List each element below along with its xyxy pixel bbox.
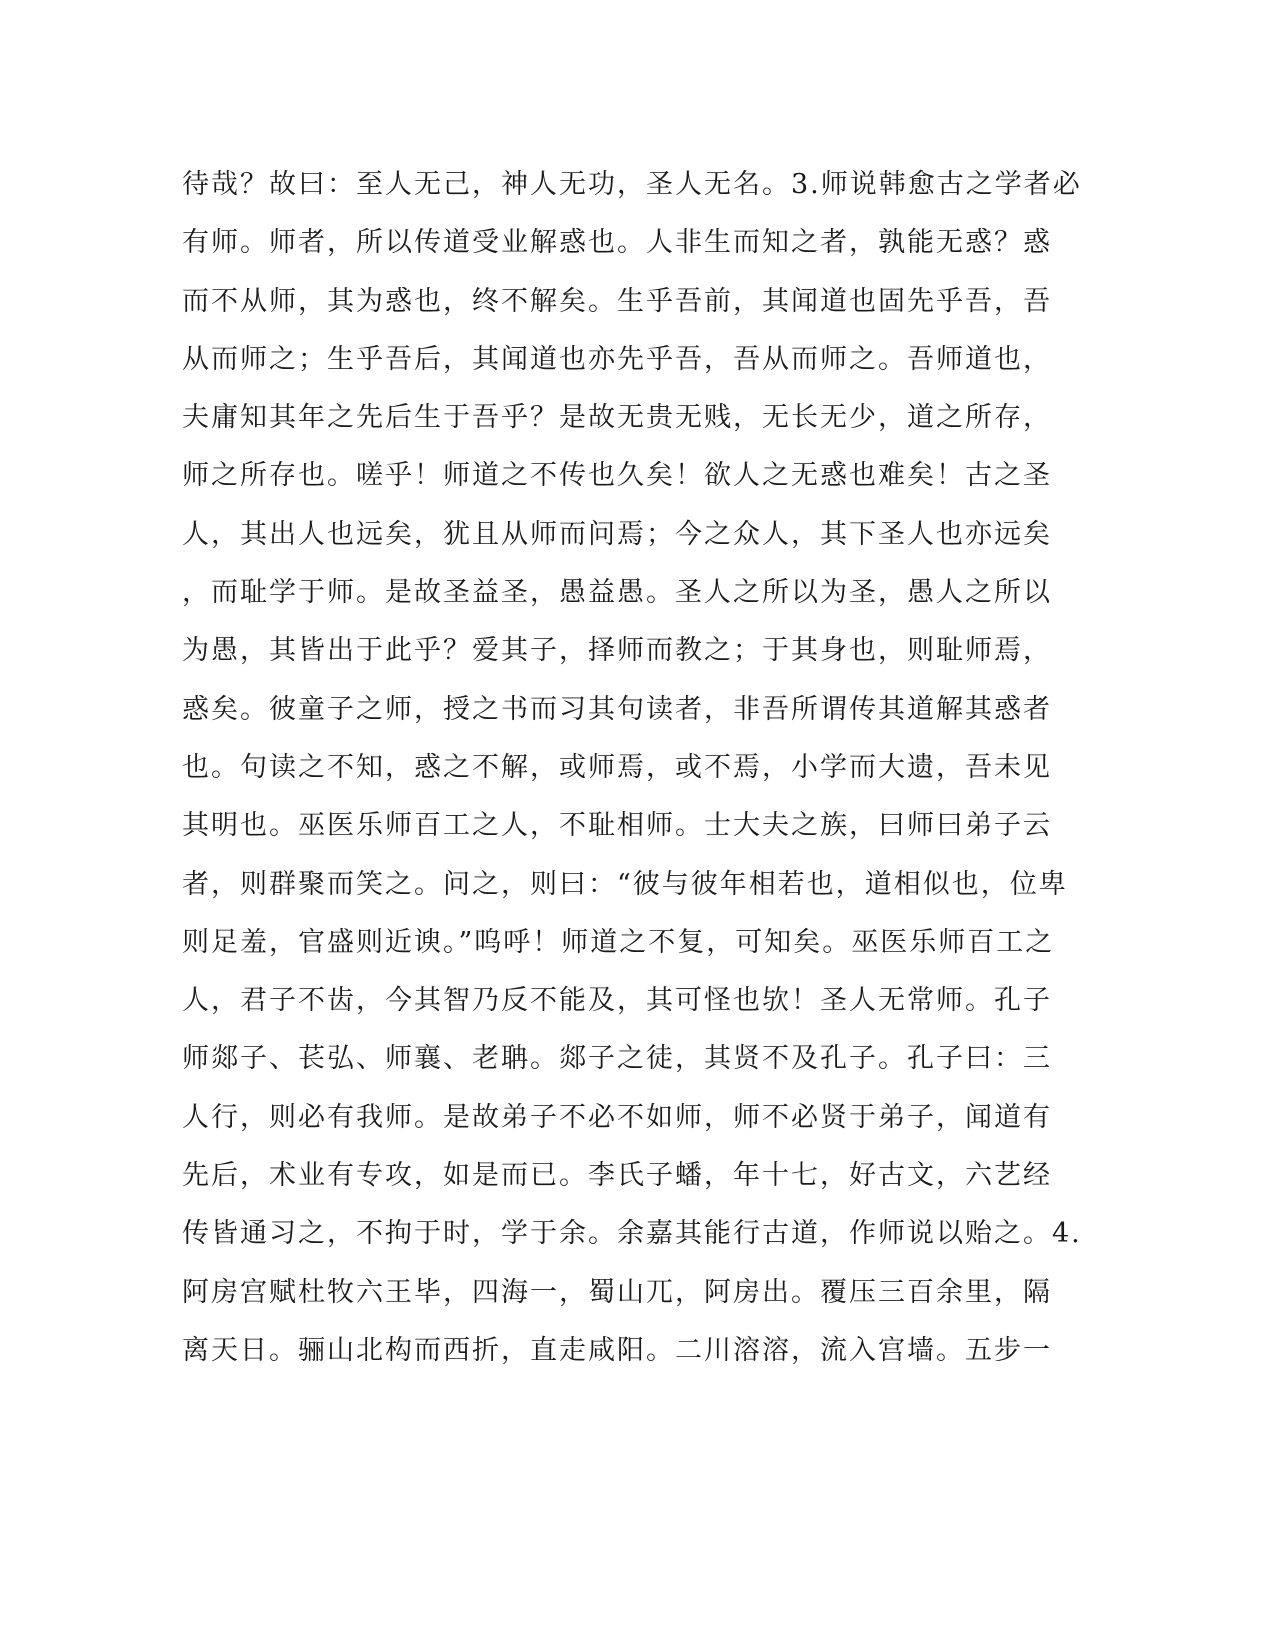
text-line: 人，君子不齿，今其智乃反不能及，其可怪也欤！圣人无常师。孔子 xyxy=(182,985,1052,1017)
text-line: ，而耻学于师。是故圣益圣，愚益愚。圣人之所以为圣，愚人之所以 xyxy=(182,577,1052,609)
text-line: 其明也。巫医乐师百工之人，不耻相师。士大夫之族，曰师曰弟子云 xyxy=(182,810,1052,842)
text-line: 待哉？故曰：至人无己，神人无功，圣人无名。3.师说韩愈古之学者必 xyxy=(182,169,1082,200)
text-line: 传皆通习之，不拘于时，学于余。余嘉其能行古道，作师说以贻之。4. xyxy=(182,1218,1082,1250)
text-line: 有师。师者，所以传道受业解惑也。人非生而知之者，孰能无惑？惑 xyxy=(182,227,1052,259)
text-line: 则足羞，官盛则近谀。”呜呼！师道之不复，可知矣。巫医乐师百工之 xyxy=(182,926,1055,958)
text-line: 先后，术业有专攻，如是而已。李氏子蟠，年十七，好古文，六艺经 xyxy=(182,1160,1052,1192)
text-line: 也。句读之不知，惑之不解，或师焉，或不焉，小学而大遗，吾未见 xyxy=(182,751,1052,783)
text-line: 惑矣。彼童子之师，授之书而习其句读者，非吾所谓传其道解其惑者 xyxy=(182,693,1052,725)
body-text xyxy=(182,156,1082,1380)
text-line: 为愚，其皆出于此乎？爱其子，择师而教之；于其身也，则耻师焉， xyxy=(182,635,1052,667)
text-line: 者，则群聚而笑之。问之，则曰：“彼与彼年相若也，道相似也，位卑 xyxy=(182,868,1068,900)
text-line: 师之所存也。嗟乎！师道之不传也久矣！欲人之无惑也难矣！古之圣 xyxy=(182,460,1052,492)
text-line: 阿房宫赋杜牧六王毕，四海一，蜀山兀，阿房出。覆压三百余里，隔 xyxy=(182,1276,1052,1308)
text-line: 人行，则必有我师。是故弟子不必不如师，师不必贤于弟子，闻道有 xyxy=(182,1101,1052,1133)
text-line: 人，其出人也远矣，犹且从师而问焉；今之众人，其下圣人也亦远矣 xyxy=(182,518,1052,550)
text-line: 离天日。骊山北构而西折，直走咸阳。二川溶溶，流入宫墙。五步一 xyxy=(182,1334,1052,1366)
text-line: 师郯子、苌弘、师襄、老聃。郯子之徒，其贤不及孔子。孔子曰：三 xyxy=(182,1043,1052,1075)
text-line: 夫庸知其年之先后生于吾乎？是故无贵无贱，无长无少，道之所存， xyxy=(182,402,1052,434)
text-line: 从而师之；生乎吾后，其闻道也亦先乎吾，吾从而师之。吾师道也， xyxy=(182,343,1052,375)
text-line: 而不从师，其为惑也，终不解矣。生乎吾前，其闻道也固先乎吾，吾 xyxy=(182,285,1052,317)
